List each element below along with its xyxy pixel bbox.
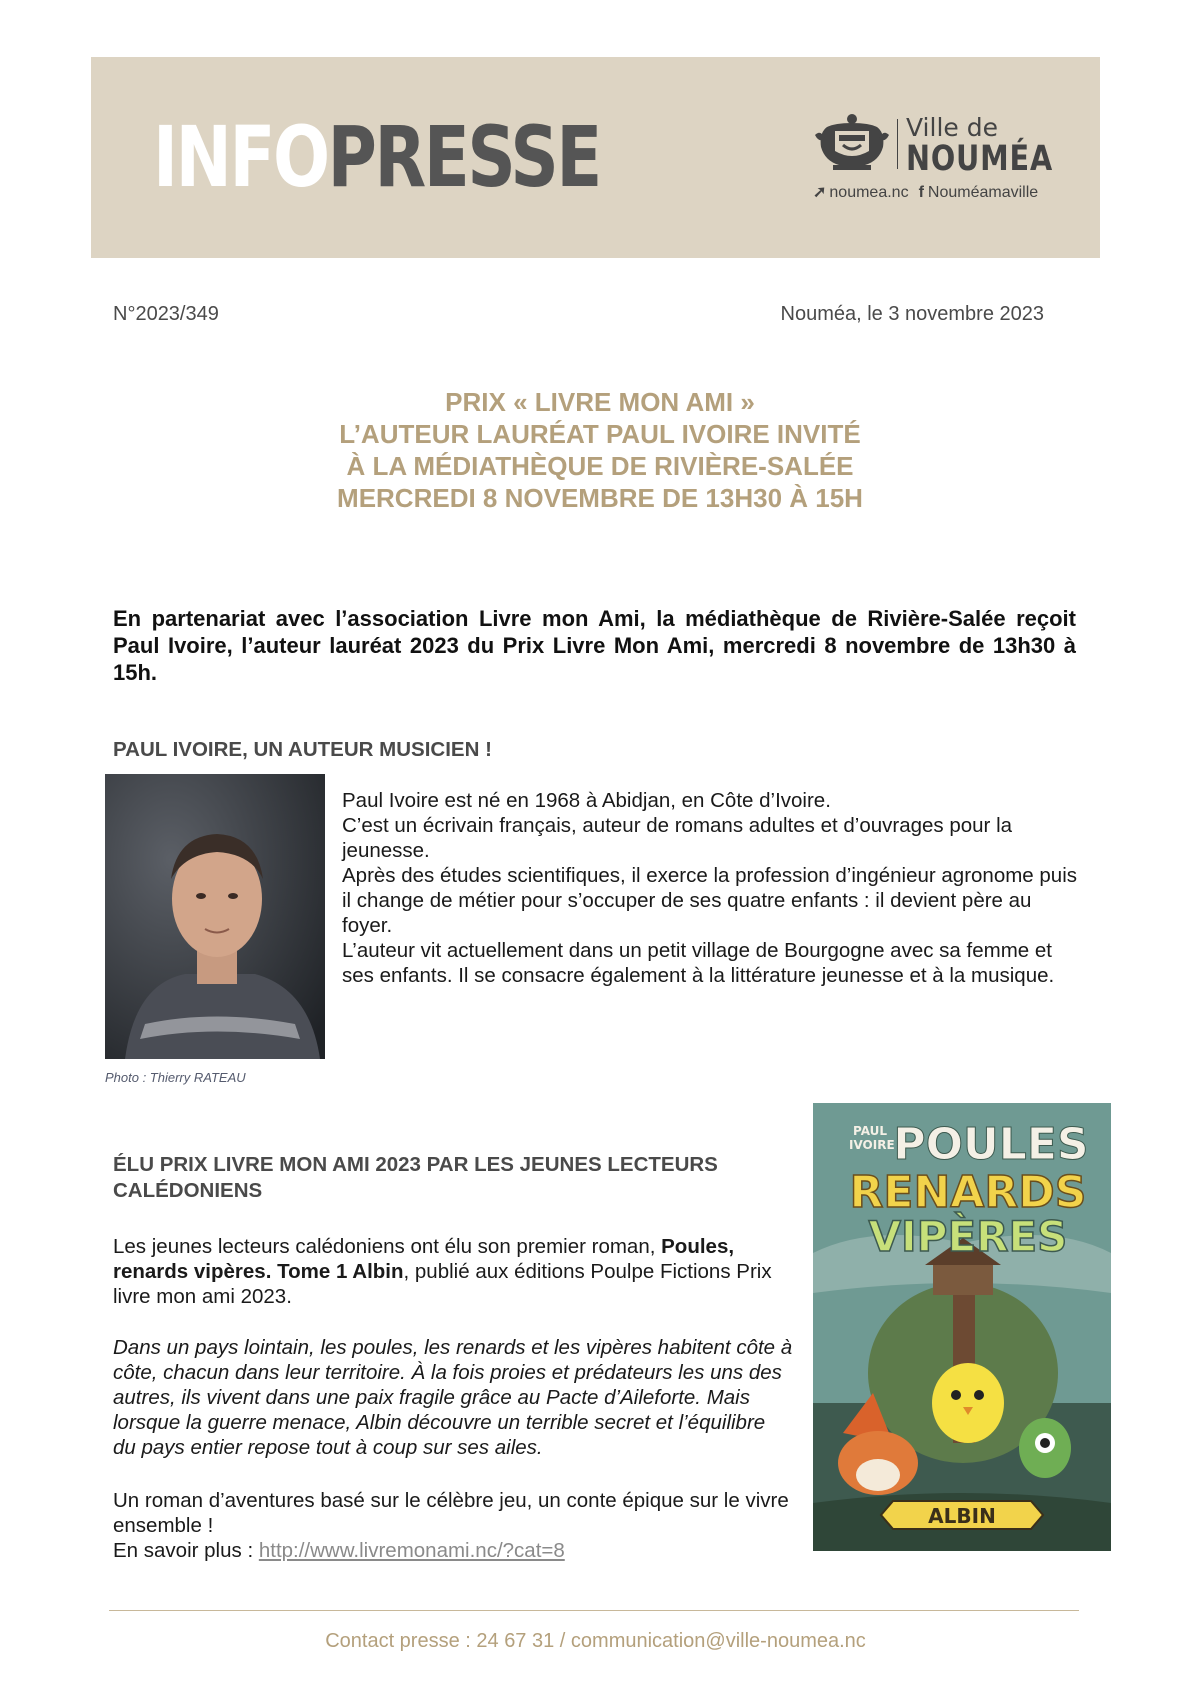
facebook-handle: Nouméamaville	[927, 184, 1039, 201]
headline-line: L’AUTEUR LAURÉAT PAUL IVOIRE INVITÉ	[339, 419, 861, 449]
author-portrait-photo	[105, 774, 325, 1059]
headline	[100, 386, 1100, 514]
cover-subtitle: ALBIN	[928, 1504, 996, 1528]
prize-text-after: , publié aux éditions Poulpe Fictions Prix livre mon ami 2023.	[113, 1260, 772, 1308]
footer-divider	[109, 1610, 1079, 1611]
brand-word-presse: PRESSE	[327, 108, 600, 206]
bio-line: Paul Ivoire est né en 1968 à Abidjan, en Côte d’Ivoire.	[342, 789, 831, 812]
book-title-bold: Poules, renards vipères. Tome 1 Albin	[113, 1235, 735, 1283]
cover-author-line2: IVOIRE	[849, 1138, 895, 1152]
logo-ville-de: Ville de	[906, 113, 998, 142]
more-info-link[interactable]: http://www.livremonami.nc/?cat=8	[258, 1539, 565, 1562]
release-date: Nouméa, le 3 novembre 2023	[780, 303, 1044, 325]
cover-author-line1: PAUL	[853, 1124, 888, 1138]
cover-title1: POULES	[893, 1119, 1089, 1170]
closing-paragraph	[113, 1488, 793, 1563]
prize-text-before: Les jeunes lecteurs calédoniens ont élu son premier roman,	[113, 1235, 662, 1258]
press-contact: Contact presse : 24 67 31 / communication@ville-noumea.nc	[325, 1630, 866, 1652]
intro-paragraph: En partenariat avec l’association Livre mon Ami, la médiathèque de Rivière-Salée reçoit Paul Ivoire, l’auteur lauréat 2023 du Prix Livre Mon Ami, mercredi 8 novembre de 13h30 à 15h.	[113, 606, 1076, 685]
headline-line: PRIX « LIVRE MON AMI »	[445, 387, 755, 417]
headline-line: MERCREDI 8 NOVEMBRE DE 13H30 À 15H	[337, 483, 863, 513]
brand-word-info: INFO	[153, 108, 328, 206]
book-cover-image	[813, 1103, 1111, 1551]
ville-de-noumea-logo	[813, 113, 1053, 203]
prize-paragraph	[113, 1234, 793, 1309]
press-release-number: N°2023/349	[113, 303, 219, 325]
bio-line: C’est un écrivain français, auteur de romans adultes et d’ouvrages pour la jeunesse.	[342, 814, 1013, 862]
header-banner	[91, 57, 1100, 258]
bio-line: Après des études scientifiques, il exerce la profession d’ingénieur agronome puis il change de métier pour s’occuper de ses quatre enfants : il devient père au foyer.	[342, 864, 1078, 937]
noumea-crest-icon	[813, 113, 891, 173]
section-title-author: PAUL IVOIRE, UN AUTEUR MUSICIEN !	[113, 738, 492, 761]
cover-title3: VIPÈRES	[868, 1212, 1068, 1261]
author-bio	[342, 788, 1082, 988]
headline-line: À LA MÉDIATHÈQUE DE RIVIÈRE-SALÉE	[346, 451, 854, 481]
more-info-label: En savoir plus :	[113, 1539, 259, 1562]
brand-logo-infopresse	[153, 108, 600, 206]
logo-divider	[897, 119, 898, 169]
section-title-prize: ÉLU PRIX LIVRE MON AMI 2023 PAR LES JEUNES LECTEURS CALÉDONIENS	[113, 1153, 718, 1202]
synopsis-text: Dans un pays lointain, les poules, les renards et les vipères habitent côte à côte, chacun dans leur territoire. À la fois proies et prédateurs les uns des autres, ils vivent dans une paix fragile grâce au Pacte d’Aileforte. Mais lorsque la guerre menace, Albin découvre un terrible secret et l’équilibre du pays entier repose tout à coup sur ses ailes.	[113, 1336, 793, 1459]
send-arrow-icon: ➚	[813, 184, 827, 201]
photo-credit: Photo : Thierry RATEAU	[105, 1070, 246, 1085]
website-text: noumea.nc	[829, 184, 909, 201]
closing-text: Un roman d’aventures basé sur le célèbre jeu, un conte épique sur le vivre ensemble !	[113, 1489, 789, 1537]
cover-title2: RENARDS	[849, 1167, 1087, 1218]
facebook-icon: f	[918, 184, 924, 201]
logo-noumea: NOUMÉA	[906, 139, 1054, 179]
bio-line: L’auteur vit actuellement dans un petit village de Bourgogne avec sa femme et ses enfants. Il se consacre également à la littérature jeunesse et à la musique.	[342, 939, 1055, 987]
logo-web-row	[813, 182, 1038, 202]
book-synopsis	[113, 1335, 793, 1460]
